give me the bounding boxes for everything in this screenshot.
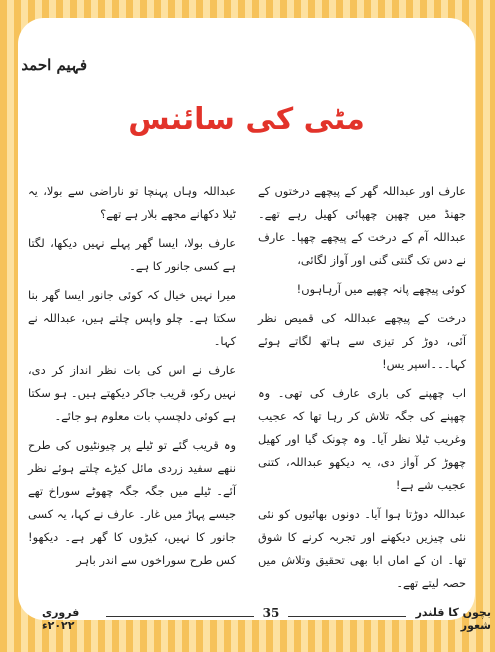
text-column-left xyxy=(28,180,236,578)
text-column-right xyxy=(258,180,466,601)
magazine-name: بچوں کا قلندر شعور xyxy=(415,606,491,632)
issue-date: فروری ۲۰۲۲ء xyxy=(42,606,80,632)
paragraph: عارف بولا، ایسا گھر پہلے نہیں دیکھا، لگتا ہے کسی جانور کا ہے۔ xyxy=(28,236,236,273)
paragraph: اب چھپنے کی باری عارف کی تھی۔ وہ چھپنے کی جگہ تلاش کر رہا تھا کہ عجیب وغریب ٹیلا نظر آیا۔ وہ چونک گیا اور کھیل چھوڑ کر آواز دی، یہ دیکھو عبداللہ، کتنی عجیب شے ہے! xyxy=(258,386,466,492)
author-name: فہیم احمد xyxy=(21,56,87,74)
paragraph: عارف اور عبداللہ گھر کے پیچھے درختوں کے جھنڈ میں چھپن چھپائی کھیل رہے تھے۔ عبداللہ آم کے درخت کے پیچھے چھپا۔ عارف نے دس تک گنتی گنی اور آواز لگائی، xyxy=(258,184,466,267)
paragraph: وہ قریب گئے تو ٹیلے پر چیونٹیوں کی طرح ننھے سفید زردی مائل کیڑے چلتے ہوئے نظر آئے۔ ٹیلے میں جگہ جگہ چھوٹے سوراخ تھے جیسے پہاڑ میں غار۔ عارف نے کہا، یہ کسی جانور کا نہیں، کیڑوں کا گھر ہے۔ دیکھو! کس طرح سوراخوں سے اندر باہر xyxy=(28,438,236,567)
page-footer xyxy=(18,606,491,632)
footer-rule-left xyxy=(106,616,254,617)
page-number: 35 xyxy=(262,606,280,620)
paragraph: عبداللہ وہاں پہنچا تو ناراضی سے بولا، یہ ٹیلا دکھانے مجھے بلار ہے تھے؟ xyxy=(28,184,236,221)
paragraph: کوئی پیچھے پانہ چھپے میں آرہاہوں! xyxy=(296,282,466,296)
footer-rule-right xyxy=(288,616,406,617)
paragraph: میرا نہیں خیال کہ کوئی جانور ایسا گھر بنا سکتا ہے۔ چلو واپس چلتے ہیں، عبداللہ نے کہا۔ xyxy=(28,288,236,348)
page-panel xyxy=(18,18,491,632)
article-title: مٹی کی سائنس xyxy=(128,102,365,137)
paragraph: عارف نے اس کی بات نظر انداز کر دی، نہیں رکو، قریب جاکر دیکھتے ہیں۔ ہو سکتا ہے کوئی دلچسپ بات معلوم ہو جائے۔ xyxy=(28,363,236,423)
paragraph: درخت کے پیچھے عبداللہ کی قمیص نظر آئی، دوڑ کر تیزی سے ہاتھ لگاتے ہوئے کہا۔۔۔اسپر یس! xyxy=(258,311,466,371)
paragraph: عبداللہ دوڑتا ہوا آیا۔ دونوں بھائیوں کو نئی نئی چیزیں دیکھنے اور تجربہ کرنے کا شوق تھا۔ ان کے اماں ابا بھی تحقیق وتلاش میں حصہ لیتے تھے۔ xyxy=(258,507,466,590)
